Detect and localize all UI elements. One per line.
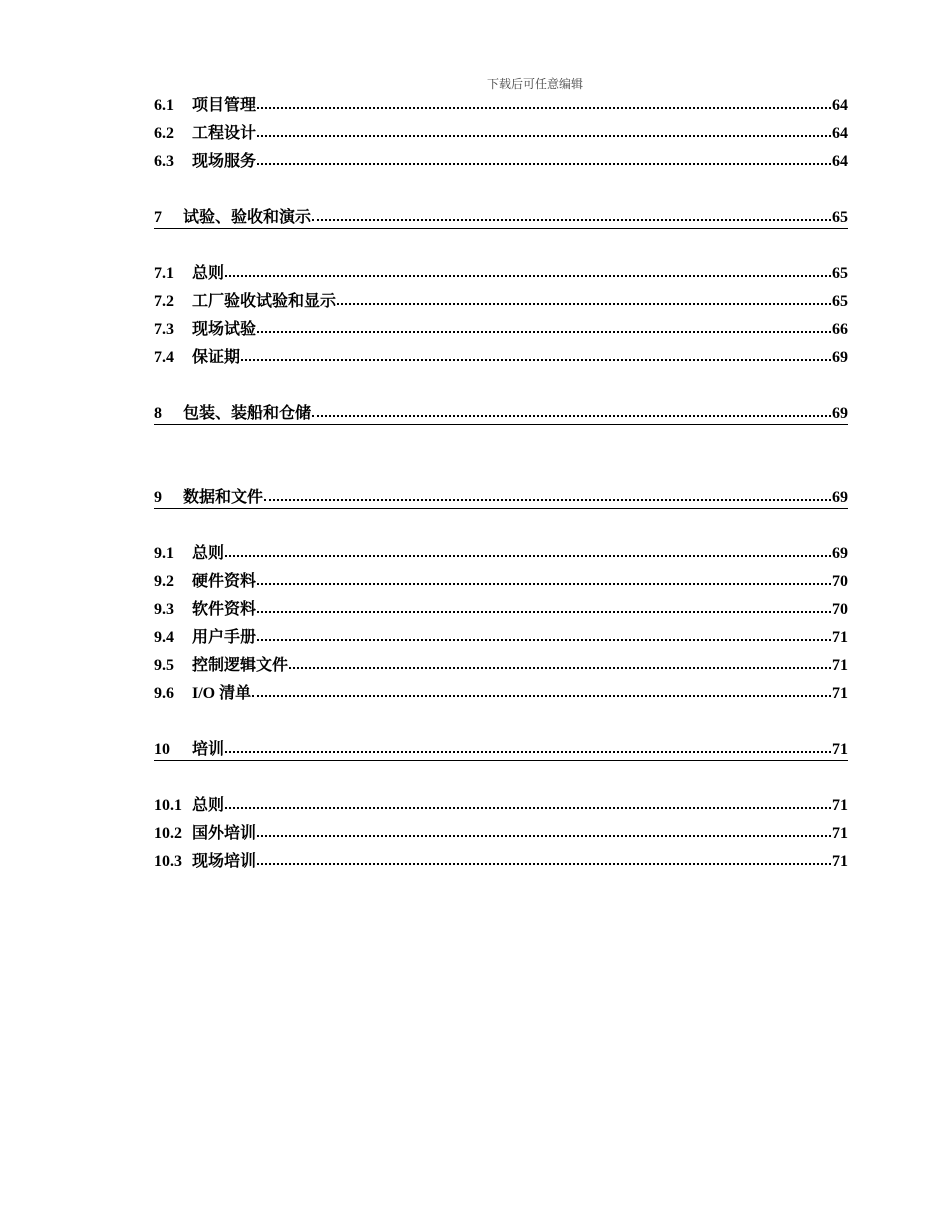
dot-leader bbox=[257, 320, 831, 334]
toc-entry-10-2[interactable] bbox=[154, 823, 848, 845]
toc-number: 9.1 bbox=[154, 545, 174, 562]
toc-number: 10.1 bbox=[154, 797, 182, 814]
toc-page-number: 70 bbox=[832, 601, 848, 618]
toc-page-number: 64 bbox=[832, 153, 848, 170]
toc-number: 7 bbox=[154, 209, 162, 226]
toc-title: 软件资料 bbox=[192, 601, 257, 618]
toc-title: 工程设计 bbox=[192, 125, 257, 142]
header-note: 下载后可任意编辑 bbox=[486, 77, 583, 91]
toc-page-number: 65 bbox=[832, 209, 848, 226]
dot-leader bbox=[257, 572, 831, 586]
toc-page-number: 65 bbox=[832, 265, 848, 282]
dot-leader bbox=[257, 852, 831, 866]
toc-title: 现场试验 bbox=[192, 321, 257, 338]
toc-title: 总则 bbox=[192, 265, 225, 282]
dot-leader bbox=[225, 264, 831, 278]
toc-page-number: 66 bbox=[832, 321, 848, 338]
toc-title: 项目管理 bbox=[192, 97, 257, 114]
toc-title: 用户手册 bbox=[192, 629, 257, 646]
toc-entry-7-2[interactable] bbox=[154, 291, 848, 313]
dot-leader bbox=[257, 824, 831, 838]
toc-page-number: 64 bbox=[832, 125, 848, 142]
toc-page-number: 69 bbox=[832, 349, 848, 366]
toc-page-number: 71 bbox=[832, 853, 848, 870]
toc-entry-9[interactable] bbox=[154, 488, 848, 509]
toc-number: 6.3 bbox=[154, 153, 174, 170]
toc-title: 国外培训 bbox=[192, 825, 257, 842]
toc-entry-9-6[interactable] bbox=[154, 683, 848, 705]
toc-entry-7[interactable] bbox=[154, 208, 848, 229]
dot-leader bbox=[337, 292, 831, 306]
toc-page-number: 69 bbox=[832, 405, 848, 422]
toc-title: 总则 bbox=[192, 797, 225, 814]
toc-page-number: 71 bbox=[832, 629, 848, 646]
toc-page-number: 71 bbox=[832, 797, 848, 814]
dot-leader bbox=[312, 208, 831, 222]
toc-entry-8[interactable] bbox=[154, 404, 848, 425]
toc-number: 7.3 bbox=[154, 321, 174, 338]
toc-page-number: 69 bbox=[832, 545, 848, 562]
toc-title: 总则 bbox=[192, 545, 225, 562]
toc-page-number: 71 bbox=[832, 685, 848, 702]
toc-page-number: 71 bbox=[832, 825, 848, 842]
toc-page-number: 70 bbox=[832, 573, 848, 590]
toc-entry-7-4[interactable] bbox=[154, 347, 848, 369]
toc-number: 7.2 bbox=[154, 293, 174, 310]
toc-number: 7.4 bbox=[154, 349, 174, 366]
dot-leader bbox=[257, 152, 831, 166]
dot-leader bbox=[257, 124, 831, 138]
toc-entry-9-5[interactable] bbox=[154, 655, 848, 677]
toc-entry-10-3[interactable] bbox=[154, 851, 848, 873]
dot-leader bbox=[252, 684, 831, 698]
toc-entry-9-2[interactable] bbox=[154, 571, 848, 593]
toc-number: 10.2 bbox=[154, 825, 182, 842]
dot-leader bbox=[257, 628, 831, 642]
toc-title: 现场培训 bbox=[192, 853, 257, 870]
dot-leader bbox=[241, 348, 831, 362]
toc-title: 工厂验收试验和显示 bbox=[192, 293, 337, 310]
toc-entry-6-2[interactable] bbox=[154, 123, 848, 145]
toc-title: 试验、验收和演示 bbox=[183, 209, 312, 226]
toc-page-number: 65 bbox=[832, 293, 848, 310]
toc-number: 9.4 bbox=[154, 629, 174, 646]
toc-title: 现场服务 bbox=[192, 153, 257, 170]
toc-number: 9.2 bbox=[154, 573, 174, 590]
toc-page-number: 71 bbox=[832, 657, 848, 674]
toc-number: 9 bbox=[154, 489, 162, 506]
toc-entry-9-1[interactable] bbox=[154, 543, 848, 565]
toc-entry-6-3[interactable] bbox=[154, 151, 848, 173]
toc-title: 硬件资料 bbox=[192, 573, 257, 590]
toc-entry-7-3[interactable] bbox=[154, 319, 848, 341]
toc-entry-9-4[interactable] bbox=[154, 627, 848, 649]
toc-number: 9.5 bbox=[154, 657, 174, 674]
toc-entry-9-3[interactable] bbox=[154, 599, 848, 621]
dot-leader bbox=[264, 488, 831, 502]
toc-entry-10[interactable] bbox=[154, 740, 848, 761]
toc-number: 6.2 bbox=[154, 125, 174, 142]
toc-number: 10 bbox=[154, 741, 170, 758]
toc-page-number: 71 bbox=[832, 741, 848, 758]
toc-title: 数据和文件 bbox=[183, 489, 264, 506]
toc-title: 包装、装船和仓储 bbox=[183, 405, 312, 422]
toc-number: 9.6 bbox=[154, 685, 174, 702]
toc-title: 控制逻辑文件 bbox=[192, 657, 289, 674]
dot-leader bbox=[257, 96, 831, 110]
dot-leader bbox=[225, 740, 831, 754]
dot-leader bbox=[289, 656, 831, 670]
dot-leader bbox=[312, 404, 831, 418]
toc-number: 8 bbox=[154, 405, 162, 422]
toc-entry-10-1[interactable] bbox=[154, 795, 848, 817]
toc-number: 10.3 bbox=[154, 853, 182, 870]
toc-page-number: 69 bbox=[832, 489, 848, 506]
toc-number: 9.3 bbox=[154, 601, 174, 618]
toc-title: I/O 清单 bbox=[192, 685, 252, 702]
toc-title: 培训 bbox=[192, 741, 225, 758]
dot-leader bbox=[225, 796, 831, 810]
toc-number: 6.1 bbox=[154, 97, 174, 114]
toc-entry-7-1[interactable] bbox=[154, 263, 848, 285]
toc-entry-6-1[interactable] bbox=[154, 95, 848, 117]
dot-leader bbox=[257, 600, 831, 614]
dot-leader bbox=[225, 544, 831, 558]
toc-title: 保证期 bbox=[192, 349, 241, 366]
toc-page-number: 64 bbox=[832, 97, 848, 114]
toc-number: 7.1 bbox=[154, 265, 174, 282]
